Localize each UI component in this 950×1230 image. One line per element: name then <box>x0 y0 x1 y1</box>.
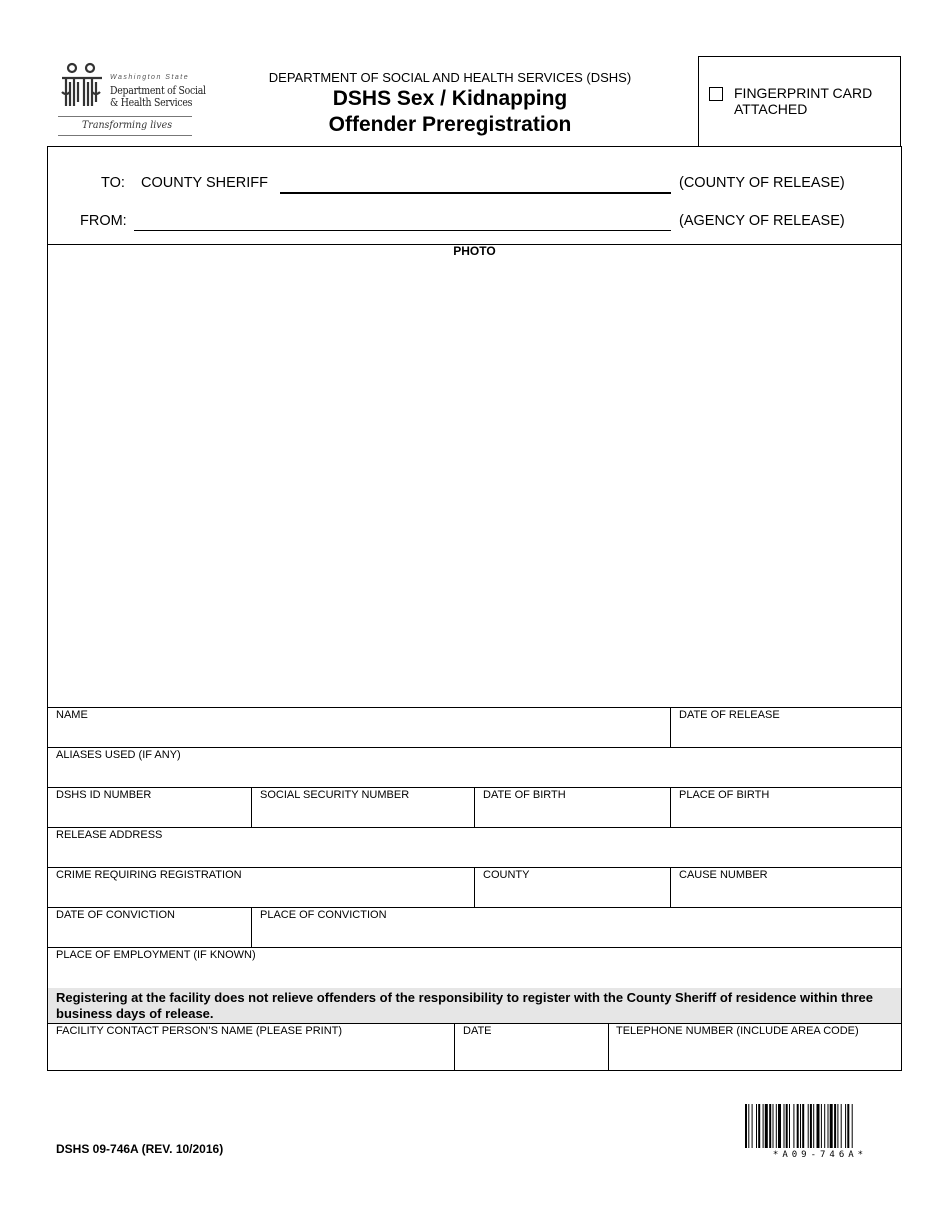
form-title-line2: Offender Preregistration <box>328 113 572 136</box>
divider <box>48 827 901 828</box>
to-label: TO: <box>101 175 125 191</box>
date-of-conviction-label: DATE OF CONVICTION <box>56 909 175 921</box>
fingerprint-checkbox[interactable] <box>709 87 723 101</box>
barcode-bar <box>765 1104 768 1148</box>
crime-label: CRIME REQUIRING REGISTRATION <box>56 869 242 881</box>
notice-text: Registering at the facility does not relieve offenders of the responsibility to register with the County Sheriff of residence within three business days of release. <box>56 990 873 1021</box>
barcode-bar <box>758 1104 760 1148</box>
divider <box>48 907 901 908</box>
logo-tagline: Transforming lives <box>82 119 173 131</box>
place-of-employment-label: PLACE OF EMPLOYMENT (IF KNOWN) <box>56 949 256 961</box>
barcode-bar <box>763 1104 764 1148</box>
cause-number-label: CAUSE NUMBER <box>679 869 768 881</box>
barcode-bar <box>852 1104 853 1148</box>
county-of-release-label: (COUNTY OF RELEASE) <box>679 175 845 191</box>
barcode-bar <box>756 1104 757 1148</box>
agency-of-release-label: (AGENCY OF RELEASE) <box>679 213 845 229</box>
divider <box>608 1023 609 1070</box>
fingerprint-label-line2: ATTACHED <box>734 101 808 117</box>
form-frame <box>47 146 902 1071</box>
release-address-label: RELEASE ADDRESS <box>56 829 163 841</box>
logo-rule <box>58 116 192 117</box>
barcode-bar <box>752 1104 753 1148</box>
barcode-bar <box>813 1104 814 1148</box>
place-of-birth-label: PLACE OF BIRTH <box>679 789 770 801</box>
barcode-bar <box>828 1104 829 1148</box>
divider <box>474 787 475 827</box>
barcode-bar <box>834 1104 836 1148</box>
fingerprint-label-line1: FINGERPRINT CARD <box>734 85 873 101</box>
barcode-bar <box>824 1104 825 1148</box>
barcode-bar <box>789 1104 790 1148</box>
divider <box>670 787 671 827</box>
agency-of-release-input[interactable] <box>134 230 671 231</box>
barcode-icon <box>745 1104 895 1152</box>
barcode-bar <box>748 1104 749 1148</box>
form-title <box>200 86 700 138</box>
dshs-id-label: DSHS ID NUMBER <box>56 789 152 801</box>
aliases-label: ALIASES USED (IF ANY) <box>56 749 181 761</box>
form-title-line1: DSHS Sex / Kidnapping <box>332 87 568 110</box>
date-of-release-label: DATE OF RELEASE <box>679 709 780 721</box>
barcode-bar <box>810 1104 812 1148</box>
barcode-bar <box>778 1104 781 1148</box>
divider <box>48 747 901 748</box>
barcode-bar <box>808 1104 809 1148</box>
barcode-bar <box>845 1104 846 1148</box>
dshs-logo <box>58 60 206 138</box>
notice-band <box>48 988 901 1023</box>
divider <box>670 867 671 907</box>
dob-label: DATE OF BIRTH <box>483 789 566 801</box>
barcode-bar <box>786 1104 788 1148</box>
logo-line2: & Health Services <box>110 96 193 109</box>
barcode-bar <box>800 1104 801 1148</box>
dshs-figures-icon <box>58 62 108 112</box>
photo-area[interactable] <box>48 244 901 707</box>
divider <box>474 867 475 907</box>
divider <box>251 787 252 827</box>
barcode-bar <box>773 1104 774 1148</box>
divider <box>48 947 901 948</box>
barcode-bar <box>776 1104 777 1148</box>
department-name: DEPARTMENT OF SOCIAL AND HEALTH SERVICES (DSHS) <box>268 70 632 85</box>
barcode-bar <box>802 1104 804 1148</box>
form-code: DSHS 09-746A (REV. 10/2016) <box>56 1142 224 1156</box>
place-of-conviction-label: PLACE OF CONVICTION <box>260 909 387 921</box>
logo-state: Washington State <box>110 74 190 81</box>
divider <box>454 1023 455 1070</box>
divider <box>48 1023 901 1024</box>
divider <box>48 707 901 708</box>
ssn-label: SOCIAL SECURITY NUMBER <box>260 789 410 801</box>
barcode-bar <box>793 1104 794 1148</box>
barcode-bar <box>769 1104 771 1148</box>
fingerprint-box <box>698 56 901 146</box>
barcode-bar <box>830 1104 833 1148</box>
from-label: FROM: <box>80 213 127 229</box>
barcode-bar <box>797 1104 799 1148</box>
barcode-bar <box>821 1104 822 1148</box>
county-label: COUNTY <box>483 869 530 881</box>
logo-line1: Department of Social <box>110 84 206 97</box>
barcode-bar <box>841 1104 842 1148</box>
county-of-release-input[interactable] <box>280 192 671 194</box>
barcode-bar <box>745 1104 747 1148</box>
fingerprint-label <box>734 85 894 117</box>
name-label: NAME <box>56 709 88 721</box>
date-label: DATE <box>463 1025 492 1037</box>
barcode-bar <box>847 1104 849 1148</box>
divider <box>670 707 671 747</box>
logo-rule-bottom <box>58 135 192 136</box>
divider <box>251 907 252 947</box>
facility-contact-label: FACILITY CONTACT PERSON’S NAME (PLEASE PRINT) <box>56 1025 343 1037</box>
barcode-bar <box>837 1104 838 1148</box>
photo-label: PHOTO <box>453 244 496 258</box>
barcode-bar <box>817 1104 820 1148</box>
telephone-label: TELEPHONE NUMBER (INCLUDE AREA CODE) <box>616 1025 859 1037</box>
barcode-text: *A09-746A* <box>772 1150 868 1160</box>
barcode-bar <box>784 1104 785 1148</box>
to-value: COUNTY SHERIFF <box>141 175 269 191</box>
